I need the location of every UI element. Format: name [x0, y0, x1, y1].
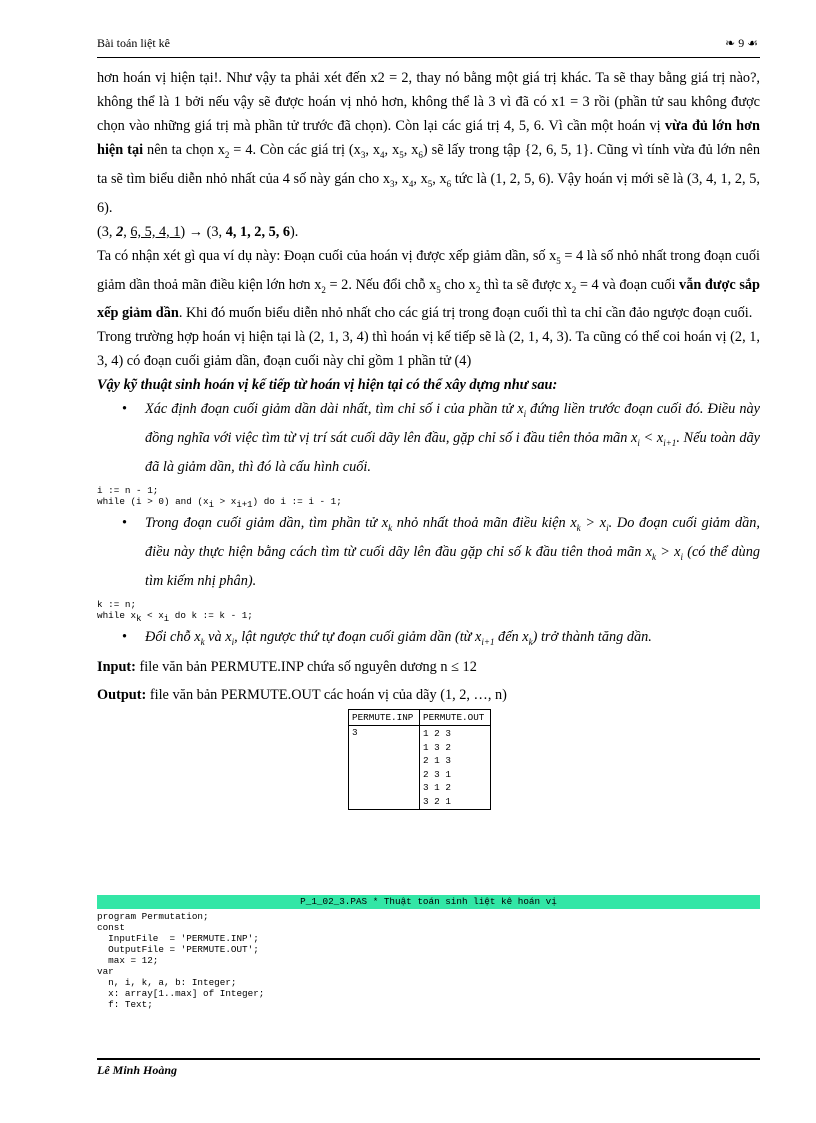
output-line: 2 3 1: [423, 768, 451, 780]
code-line: var: [97, 966, 114, 977]
code-snippet-2: k := n; while xk < xi do k := k - 1;: [97, 598, 253, 624]
output-line: 1 2 3: [423, 728, 451, 740]
table-cell-output: [420, 726, 491, 810]
table-header-output: PERMUTE.OUT: [420, 710, 491, 726]
code-line: program Permutation;: [97, 911, 209, 922]
bullet-icon: •: [122, 515, 128, 532]
example-line: (3, 2, 6, 5, 4, 1) → (3, 4, 1, 2, 5, 6).: [97, 223, 299, 240]
paragraph-1: hơn hoán vị hiện tại!. Như vậy ta phải xét đến x2 = 2, thay nó bằng một giá trị khác. Ta sẽ thay bằng giá trị nào?, không thể là 1 bởi nếu vậy sẽ được hoán vị nhỏ hơn, không thể là 3 vì đã có x1 = 3 rồi (phần tử sau không được chọn vào những giá trị mà phần tử trước đã chọn). Còn lại các giá trị 4, 5, 6. Vì cần một hoán vị vừa đủ lớn hơn hiện tại nên ta chọn $x_2 = 4$. Còn các giá trị ($x_3$, $x_4$, $x_5$, $x_6$) sẽ lấy trong tập {2, 6, 5, 1}. Cũng vì tính vừa đủ lớn nên ta sẽ tìm biểu diễn nhỏ nhất của 4 số này gán cho $x_3$, $x_4$, $x_5$, $x_6$ tức là (1, 2, 5, 6). Vậy hoán vị mới sẽ là (3, 4, 1, 2, 5, 6).: [97, 70, 760, 216]
code-line: InputFile = 'PERMUTE.INP';: [97, 933, 259, 944]
code-line: const: [97, 922, 125, 933]
bullet-2: • Trong đoạn cuối giảm dần, tìm phần tử $x_k$ nhỏ nhất thoả mãn điều kiện $x_k > x_i$. Do đoạn cuối giảm dần, điều này thực hiện bằng cách tìm từ cuối dãy lên đầu gặp chỉ số k đầu tiên thoả mãn $x_k > x_i$ (có thể dùng tìm kiếm nhị phân).: [97, 511, 760, 593]
bullet-icon: •: [122, 401, 128, 418]
header-title: Bài toán liệt kê: [97, 36, 170, 50]
output-spec: Output: file văn bản PERMUTE.OUT các hoán vị của dãy (1, 2, …, n): [97, 687, 507, 704]
footer-divider: [97, 1058, 760, 1060]
paragraph-2: Ta có nhận xét gì qua ví dụ này: Đoạn cuối của hoán vị được xếp giảm dần, số $x_5 = 4$ là số nhỏ nhất trong đoạn cuối giảm dần thoả mãn điều kiện lớn hơn $x_2 = 2$. Nếu đổi chỗ $x_5$ cho $x_2$ thì ta sẽ được $x_2 = 4$ và đoạn cuối vẫn được sắp xếp giảm dần. Khi đó muốn biểu diễn nhỏ nhất cho các giá trị trong đoạn cuối thì ta chỉ cần đảo ngược đoạn cuối.: [97, 247, 760, 322]
io-example-table: [348, 709, 491, 810]
ornament-left-icon: ❧: [725, 36, 736, 50]
page-number: ❧ 9 ☙: [725, 36, 758, 50]
table-header-input: PERMUTE.INP: [349, 710, 420, 726]
bullet-3: • Đổi chỗ $x_k$ và $x_i$, lật ngược thứ tự đoạn cuối giảm dần (từ $x_{i+1}$ đến $x_k$) trở thành tăng dần.: [97, 625, 760, 654]
code-line: f: Text;: [97, 999, 153, 1010]
bullet-1: • Xác định đoạn cuối giảm dần dài nhất, tìm chỉ số i của phần tử $x_i$ đứng liền trước đoạn cuối đó. Điều này đồng nghĩa với việc tìm từ vị trí sát cuối dãy lên đầu, gặp chỉ số i đầu tiên thỏa mãn $x_i < x_{i+1}$. Nếu toàn dãy đã là giảm dần, thì đó là cấu hình cuối.: [97, 397, 760, 479]
code-line: x: array[1..max] of Integer;: [97, 988, 265, 999]
paragraph-3: Trong trường hợp hoán vị hiện tại là (2, 1, 3, 4) thì hoán vị kế tiếp sẽ là (2, 1, 4, 3). Ta cũng có thể coi hoán vị (2, 1, 3, 4) có đoạn cuối giảm dần, đoạn cuối này chỉ gồm 1 phần tử (4): [97, 329, 760, 370]
code-line: OutputFile = 'PERMUTE.OUT';: [97, 944, 259, 955]
page-body: [97, 66, 760, 810]
page-header: [97, 36, 760, 56]
code-line: n, i, k, a, b: Integer;: [97, 977, 237, 988]
code-line: max = 12;: [97, 955, 159, 966]
program-listing: [97, 911, 264, 1010]
section-heading: Vậy kỹ thuật sinh hoán vị kế tiếp từ hoán vị hiện tại có thể xây dựng như sau:: [97, 377, 558, 394]
output-line: 3 1 2: [423, 782, 451, 794]
program-title-banner: P_1_02_3.PAS * Thuật toán sinh liệt kê hoán vị: [97, 895, 760, 909]
ornament-right-icon: ☙: [747, 36, 758, 50]
header-divider: [97, 57, 760, 58]
output-line: 1 3 2: [423, 741, 451, 753]
footer-author: Lê Minh Hoàng: [97, 1063, 178, 1077]
output-line: 3 2 1: [423, 795, 451, 807]
output-line: 2 1 3: [423, 755, 451, 767]
input-spec: Input: file văn bản PERMUTE.INP chứa số nguyên dương n ≤ 12: [97, 659, 477, 676]
code-snippet-1: i := n - 1; while (i > 0) and (xi > xi+1) do i := i - 1;: [97, 485, 342, 511]
table-cell-input: 3: [349, 726, 420, 810]
bullet-icon: •: [122, 628, 128, 645]
